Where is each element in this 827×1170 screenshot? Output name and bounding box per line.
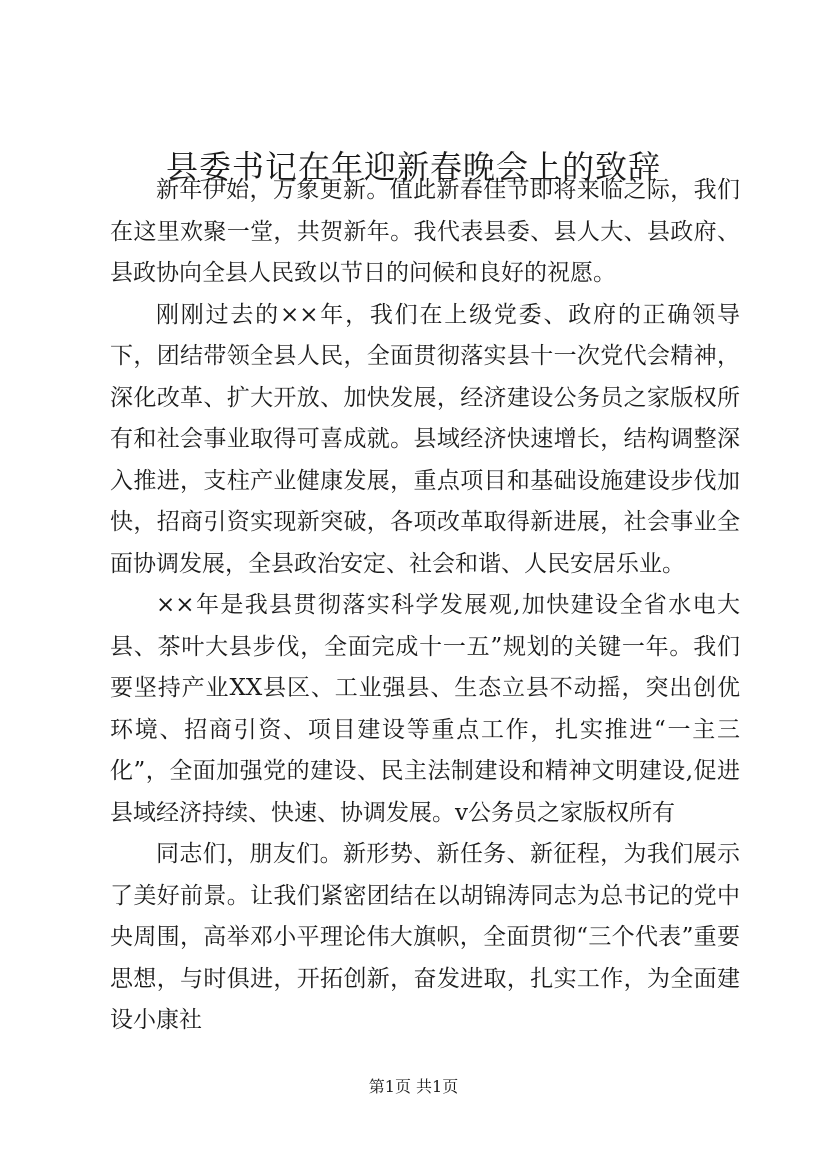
page-footer: 第1页 共1页 — [368, 1077, 459, 1096]
paragraph-1: 新年伊始，万象更新。值此新春佳节即将来临之际，我们在这里欢聚一堂，共贺新年。我代表县委、县人大、县政府、县政协向全县人民致以节日的问候和良好的祝愿。 — [110, 177, 740, 286]
document-body — [110, 170, 740, 1042]
document-title: 县委书记在年迎新春晚会上的致辞 — [165, 148, 661, 186]
paragraph-2: 刚刚过去的××年，我们在上级党委、政府的正确领导下，团结带领全县人民，全面贯彻落实县十一次党代会精神，深化改革、扩大开放、加快发展，经济建设公务员之家版权所有和社会事业取得可喜成就。县域经济快速增长，结构调整深入推进，支柱产业健康发展，重点项目和基础设施建设步伐加快，招商引资实现新突破，各项改革取得新进展，社会事业全面协调发展，全县政治安定、社会和谐、人民安居乐业。 — [110, 301, 740, 577]
paragraph-4: 同志们，朋友们。新形势、新任务、新征程，为我们展示了美好前景。让我们紧密团结在以胡锦涛同志为总书记的党中央周围，高举邓小平理论伟大旗帜，全面贯彻“三个代表”重要思想，与时俱进，开拓创新，奋发进取，扎实工作，为全面建设小康社 — [110, 841, 740, 1033]
paragraph-3: ××年是我县贯彻落实科学发展观,加快建设全省水电大县、茶叶大县步伐，全面完成十一五”规划的关键一年。我们要坚持产业XX县区、工业强县、生态立县不动摇，突出创优环境、招商引资、项目建设等重点工作，扎实推进“一主三化”，全面加强党的建设、民主法制建设和精神文明建设,促进县域经济持续、快速、协调发展。v公务员之家版权所有 — [110, 592, 740, 826]
